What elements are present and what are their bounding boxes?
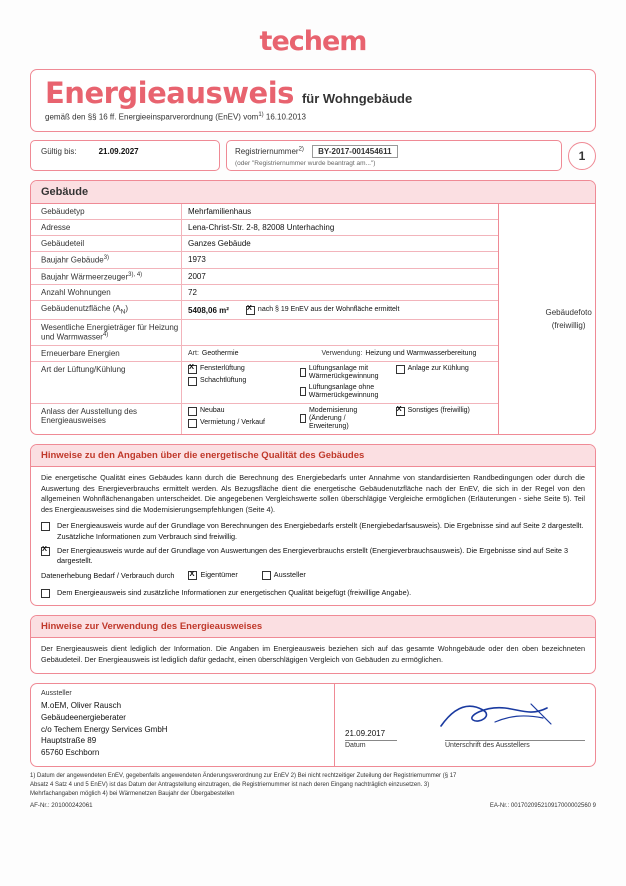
checkbox-icon[interactable] bbox=[188, 419, 197, 428]
option-label: Neubau bbox=[200, 407, 225, 415]
option-label: Schachtlüftung bbox=[200, 377, 247, 385]
option-label: Der Energieausweis wurde auf der Grundlage von Berechnungen des Energiebedarfs erstellt (Energiebedarfsausweis). Die Ergebnisse sind auf Seite 2 dargestellt. Zusätzliche Informationen zum Verbrauch sind freiwillig. bbox=[57, 521, 584, 541]
field-value: Ganzes Gebäude bbox=[181, 236, 498, 251]
building-fields bbox=[31, 204, 498, 434]
signature-icon bbox=[435, 696, 555, 736]
issuer-details bbox=[31, 684, 334, 766]
option-label: Aussteller bbox=[273, 570, 306, 580]
photo-optional-label: (freiwillig) bbox=[551, 321, 586, 331]
option-aussteller[interactable] bbox=[262, 571, 306, 580]
brand-logo-container bbox=[0, 0, 626, 57]
quality-notes-paragraph: Die energetische Qualität eines Gebäudes kann durch die Berechnung des Energiebedarfs unter Annahme von standardisierten Randbedingungen oder durch die Auswertung des Energieverbrauchs ermittelt werden. Als Bezugsfläche dient die energetische Gebäudenutzfläche nach der EnEV, die sich in der Regel von den allgemeinen Wohnflächenangaben unterscheidet. Die angegebenen Vergleichswerte sollen überschlägige Vergleiche ermöglichen (Erläuterungen - siehe Seite 5). Teil des Energieausweises sind die Modernisierungsempfehlungen (Seite 4). bbox=[41, 472, 585, 514]
checkbox-icon[interactable] bbox=[41, 522, 50, 531]
field-lueftung-kuehlung bbox=[31, 362, 498, 404]
techem-logo: techem bbox=[259, 26, 367, 57]
datenerhebung-row bbox=[31, 568, 595, 586]
field-label-end: ) bbox=[125, 304, 129, 314]
option-energiebedarfsausweis[interactable] bbox=[31, 519, 595, 543]
field-label: Adresse bbox=[41, 223, 71, 233]
usage-notes-heading: Hinweise zur Verwendung des Energieausweises bbox=[31, 616, 595, 638]
field-gebaeudeteil bbox=[31, 236, 498, 252]
option-eigentuemer[interactable] bbox=[188, 571, 237, 580]
field-baujahr-waermeerzeuger bbox=[31, 269, 498, 286]
field-label-subscript: N bbox=[120, 309, 126, 316]
law-reference bbox=[45, 112, 581, 122]
field-label-text: Gebäudenutzfläche (A bbox=[41, 304, 121, 314]
field-erneuerbare-energien bbox=[31, 346, 498, 362]
option-sonstiges[interactable] bbox=[396, 407, 482, 416]
option-energieverbrauchsausweis[interactable] bbox=[31, 544, 595, 568]
option-label: Modernisierung (Änderung / Erweiterung) bbox=[308, 406, 358, 430]
field-label: Gebäudetyp bbox=[41, 207, 85, 217]
area-checkbox-label: nach § 19 EnEV aus der Wohnfläche ermittelt bbox=[257, 306, 400, 314]
field-baujahr-gebaeude bbox=[31, 252, 498, 269]
checkbox-icon[interactable] bbox=[188, 571, 197, 580]
option-neubau[interactable] bbox=[188, 407, 286, 416]
option-label: Dem Energieausweis sind zusätzliche Informationen zur energetischen Qualität beigefügt (freiwillige Angabe). bbox=[57, 588, 412, 598]
field-label-superscript: 3) bbox=[103, 255, 110, 262]
field-value: 1973 bbox=[181, 252, 498, 268]
issuer-section bbox=[30, 683, 596, 767]
signature-image bbox=[405, 696, 585, 738]
art-value: Geothermie bbox=[201, 349, 239, 357]
option-lueftungsanlage-ohne-wrg[interactable] bbox=[300, 384, 382, 400]
issuer-line-2: Gebäudeenergieberater bbox=[41, 713, 126, 723]
option-fensterlueftung[interactable] bbox=[188, 365, 286, 374]
registration-label: Registriernummer bbox=[235, 147, 299, 157]
field-label: Erneuerbare Energien bbox=[41, 348, 120, 358]
field-label bbox=[31, 252, 181, 268]
registration-box bbox=[226, 140, 562, 171]
field-label bbox=[31, 301, 181, 319]
option-label: Lüftungsanlage mit Wärmerückgewinnung bbox=[308, 364, 379, 380]
field-label: Anlass der Ausstellung des Energieausweises bbox=[41, 406, 138, 425]
option-zusatzinformationen[interactable] bbox=[31, 586, 595, 605]
datenerhebung-label: Datenerhebung Bedarf / Verbrauch durch bbox=[41, 571, 175, 581]
option-vermietung-verkauf[interactable] bbox=[188, 419, 286, 428]
law-superscript: 1) bbox=[258, 112, 264, 119]
checkbox-icon[interactable] bbox=[300, 387, 306, 396]
date-caption: Datum bbox=[345, 740, 397, 749]
field-value bbox=[181, 301, 498, 319]
validity-value: 21.09.2027 bbox=[98, 147, 139, 157]
page-subtitle: für Wohngebäude bbox=[301, 91, 413, 106]
page-title: Energieausweis bbox=[45, 76, 294, 110]
signature-caption: Unterschrift des Ausstellers bbox=[445, 740, 585, 749]
field-label: Anzahl Wohnungen bbox=[41, 288, 111, 298]
checkbox-icon[interactable] bbox=[188, 407, 197, 416]
area-checkbox-item[interactable] bbox=[246, 306, 400, 315]
option-lueftungsanlage-mit-wrg[interactable] bbox=[300, 365, 382, 381]
option-label: Vermietung / Verkauf bbox=[200, 419, 265, 427]
footnotes bbox=[30, 772, 596, 810]
document-title-box bbox=[30, 69, 596, 132]
checkbox-icon[interactable] bbox=[396, 365, 405, 374]
field-adresse bbox=[31, 220, 498, 236]
option-label: Fensterlüftung bbox=[200, 365, 245, 373]
field-value bbox=[181, 346, 498, 361]
signature-date: 21.09.2017 bbox=[345, 729, 386, 739]
checkbox-icon[interactable] bbox=[188, 365, 197, 374]
field-gebaeudenutzflaeche bbox=[31, 301, 498, 320]
registration-note: (oder "Registriernummer wurde beantragt am...") bbox=[235, 160, 376, 168]
law-text: gemäß den §§ 16 ff. Energieeinsparverordnung (EnEV) vom bbox=[45, 113, 259, 123]
quality-notes-section bbox=[30, 444, 596, 606]
field-label: Art der Lüftung/Kühlung bbox=[41, 364, 126, 374]
verwendung-value: Heizung und Warmwasserbereitung bbox=[365, 349, 477, 357]
field-energietraeger bbox=[31, 320, 498, 346]
issuer-line-3: c/o Techem Energy Services GmbH bbox=[41, 724, 168, 734]
field-value: Lena-Christ-Str. 2-8, 82008 Unterhaching bbox=[181, 220, 498, 235]
checkbox-icon[interactable] bbox=[396, 407, 405, 416]
signature-area bbox=[334, 684, 595, 766]
checkbox-icon[interactable] bbox=[41, 547, 50, 556]
option-schachtlueftung[interactable] bbox=[188, 377, 286, 386]
area-value: 5408,06 m² bbox=[188, 305, 229, 315]
af-number: AF-Nr.: 201000242061 bbox=[30, 802, 93, 810]
registration-value: BY-2017-001454611 bbox=[312, 145, 397, 158]
registration-superscript: 2) bbox=[298, 146, 304, 153]
building-section bbox=[30, 180, 596, 435]
field-value bbox=[181, 320, 498, 345]
issuer-line-4: Hauptstraße 89 bbox=[41, 736, 97, 746]
page-number-badge: 1 bbox=[568, 142, 596, 170]
field-gebaeudetyp bbox=[31, 204, 498, 220]
field-value: Mehrfamilienhaus bbox=[181, 204, 498, 219]
verwendung-label: Verwendung: bbox=[321, 349, 363, 357]
field-anzahl-wohnungen bbox=[31, 285, 498, 301]
quality-notes-heading: Hinweise zu den Angaben über die energetische Qualität des Gebäudes bbox=[31, 445, 595, 467]
footnotes-text: 1) Datum der angewendeten EnEV, gegebenfalls angewendeten Änderungsverordnung zur EnEV 2) Bei nicht rechtzeitiger Zuteilung der Registriernummer (§ 17 Absatz 4 Satz 4 und 5 EnEV) ist das Datum der Antragstellung einzutragen, die Registriernummer ist nach deren Eingang nachträglich einzusetzen. 3) Mehrfachangaben möglich 4) bei Wärmenetzen Baujahr der Übergabestellen bbox=[30, 773, 457, 798]
field-label-text: Baujahr Gebäude bbox=[41, 255, 104, 265]
validity-box bbox=[30, 140, 220, 171]
issuer-caption: Aussteller bbox=[41, 690, 72, 698]
checkbox-icon[interactable] bbox=[300, 414, 306, 423]
option-label: Eigentümer bbox=[200, 570, 238, 580]
field-label-text: Wesentliche Energieträger für Heizung und Warmwasser bbox=[41, 323, 179, 342]
ea-number: EA-Nr.: 001702095210917000002560 9 bbox=[489, 802, 596, 809]
issuer-line-1: M.oEM, Oliver Rausch bbox=[41, 701, 122, 711]
building-section-heading: Gebäude bbox=[31, 181, 595, 204]
checkbox-icon[interactable] bbox=[246, 306, 255, 315]
field-value: 2007 bbox=[181, 269, 498, 285]
option-label: Lüftungsanlage ohne Wärmerückgewinnung bbox=[308, 383, 379, 399]
option-anlage-zur-kuehlung[interactable] bbox=[396, 365, 482, 374]
option-label: Sonstiges (freiwillig) bbox=[407, 407, 470, 415]
field-value bbox=[181, 362, 498, 403]
field-label-superscript: 4) bbox=[102, 332, 109, 338]
field-label-superscript: 3), 4) bbox=[128, 271, 143, 278]
field-value: 72 bbox=[181, 285, 498, 300]
field-anlass-ausstellung bbox=[31, 404, 498, 434]
checkbox-icon[interactable] bbox=[300, 368, 306, 377]
field-label bbox=[31, 320, 181, 345]
field-value bbox=[181, 404, 498, 434]
law-date: 16.10.2013 bbox=[265, 113, 306, 123]
option-label: Anlage zur Kühlung bbox=[407, 365, 469, 373]
usage-notes-paragraph: Der Energieausweis dient lediglich der Information. Die Angaben im Energieausweis beziehen sich auf das gesamte Wohngebäude oder den oben bezeichneten Gebäudeteil. Der Energieausweis ist lediglich dafür gedacht, einen überschlägigen Vergleich von Gebäuden zu ermöglichen. bbox=[41, 644, 585, 664]
photo-label: Gebäudefoto bbox=[545, 308, 592, 318]
field-label bbox=[31, 269, 181, 285]
usage-notes-section bbox=[30, 615, 596, 674]
building-photo-placeholder bbox=[498, 204, 596, 434]
art-label: Art: bbox=[188, 349, 199, 357]
validity-label: Gültig bis: bbox=[41, 147, 77, 157]
issuer-line-5: 65760 Eschborn bbox=[41, 747, 100, 757]
checkbox-icon[interactable] bbox=[41, 589, 50, 598]
option-label: Der Energieausweis wurde auf der Grundlage von Auswertungen des Energieverbrauchs erstellt (Energieverbrauchsausweis). Die Ergebnisse sind auf Seite 3 dargestellt. bbox=[57, 545, 569, 565]
checkbox-icon[interactable] bbox=[262, 571, 271, 580]
field-label-text: Baujahr Wärmeerzeuger bbox=[41, 272, 129, 282]
option-modernisierung[interactable] bbox=[300, 407, 382, 431]
field-label: Gebäudeteil bbox=[41, 239, 85, 249]
validity-registration-row bbox=[30, 140, 596, 171]
checkbox-icon[interactable] bbox=[188, 377, 197, 386]
